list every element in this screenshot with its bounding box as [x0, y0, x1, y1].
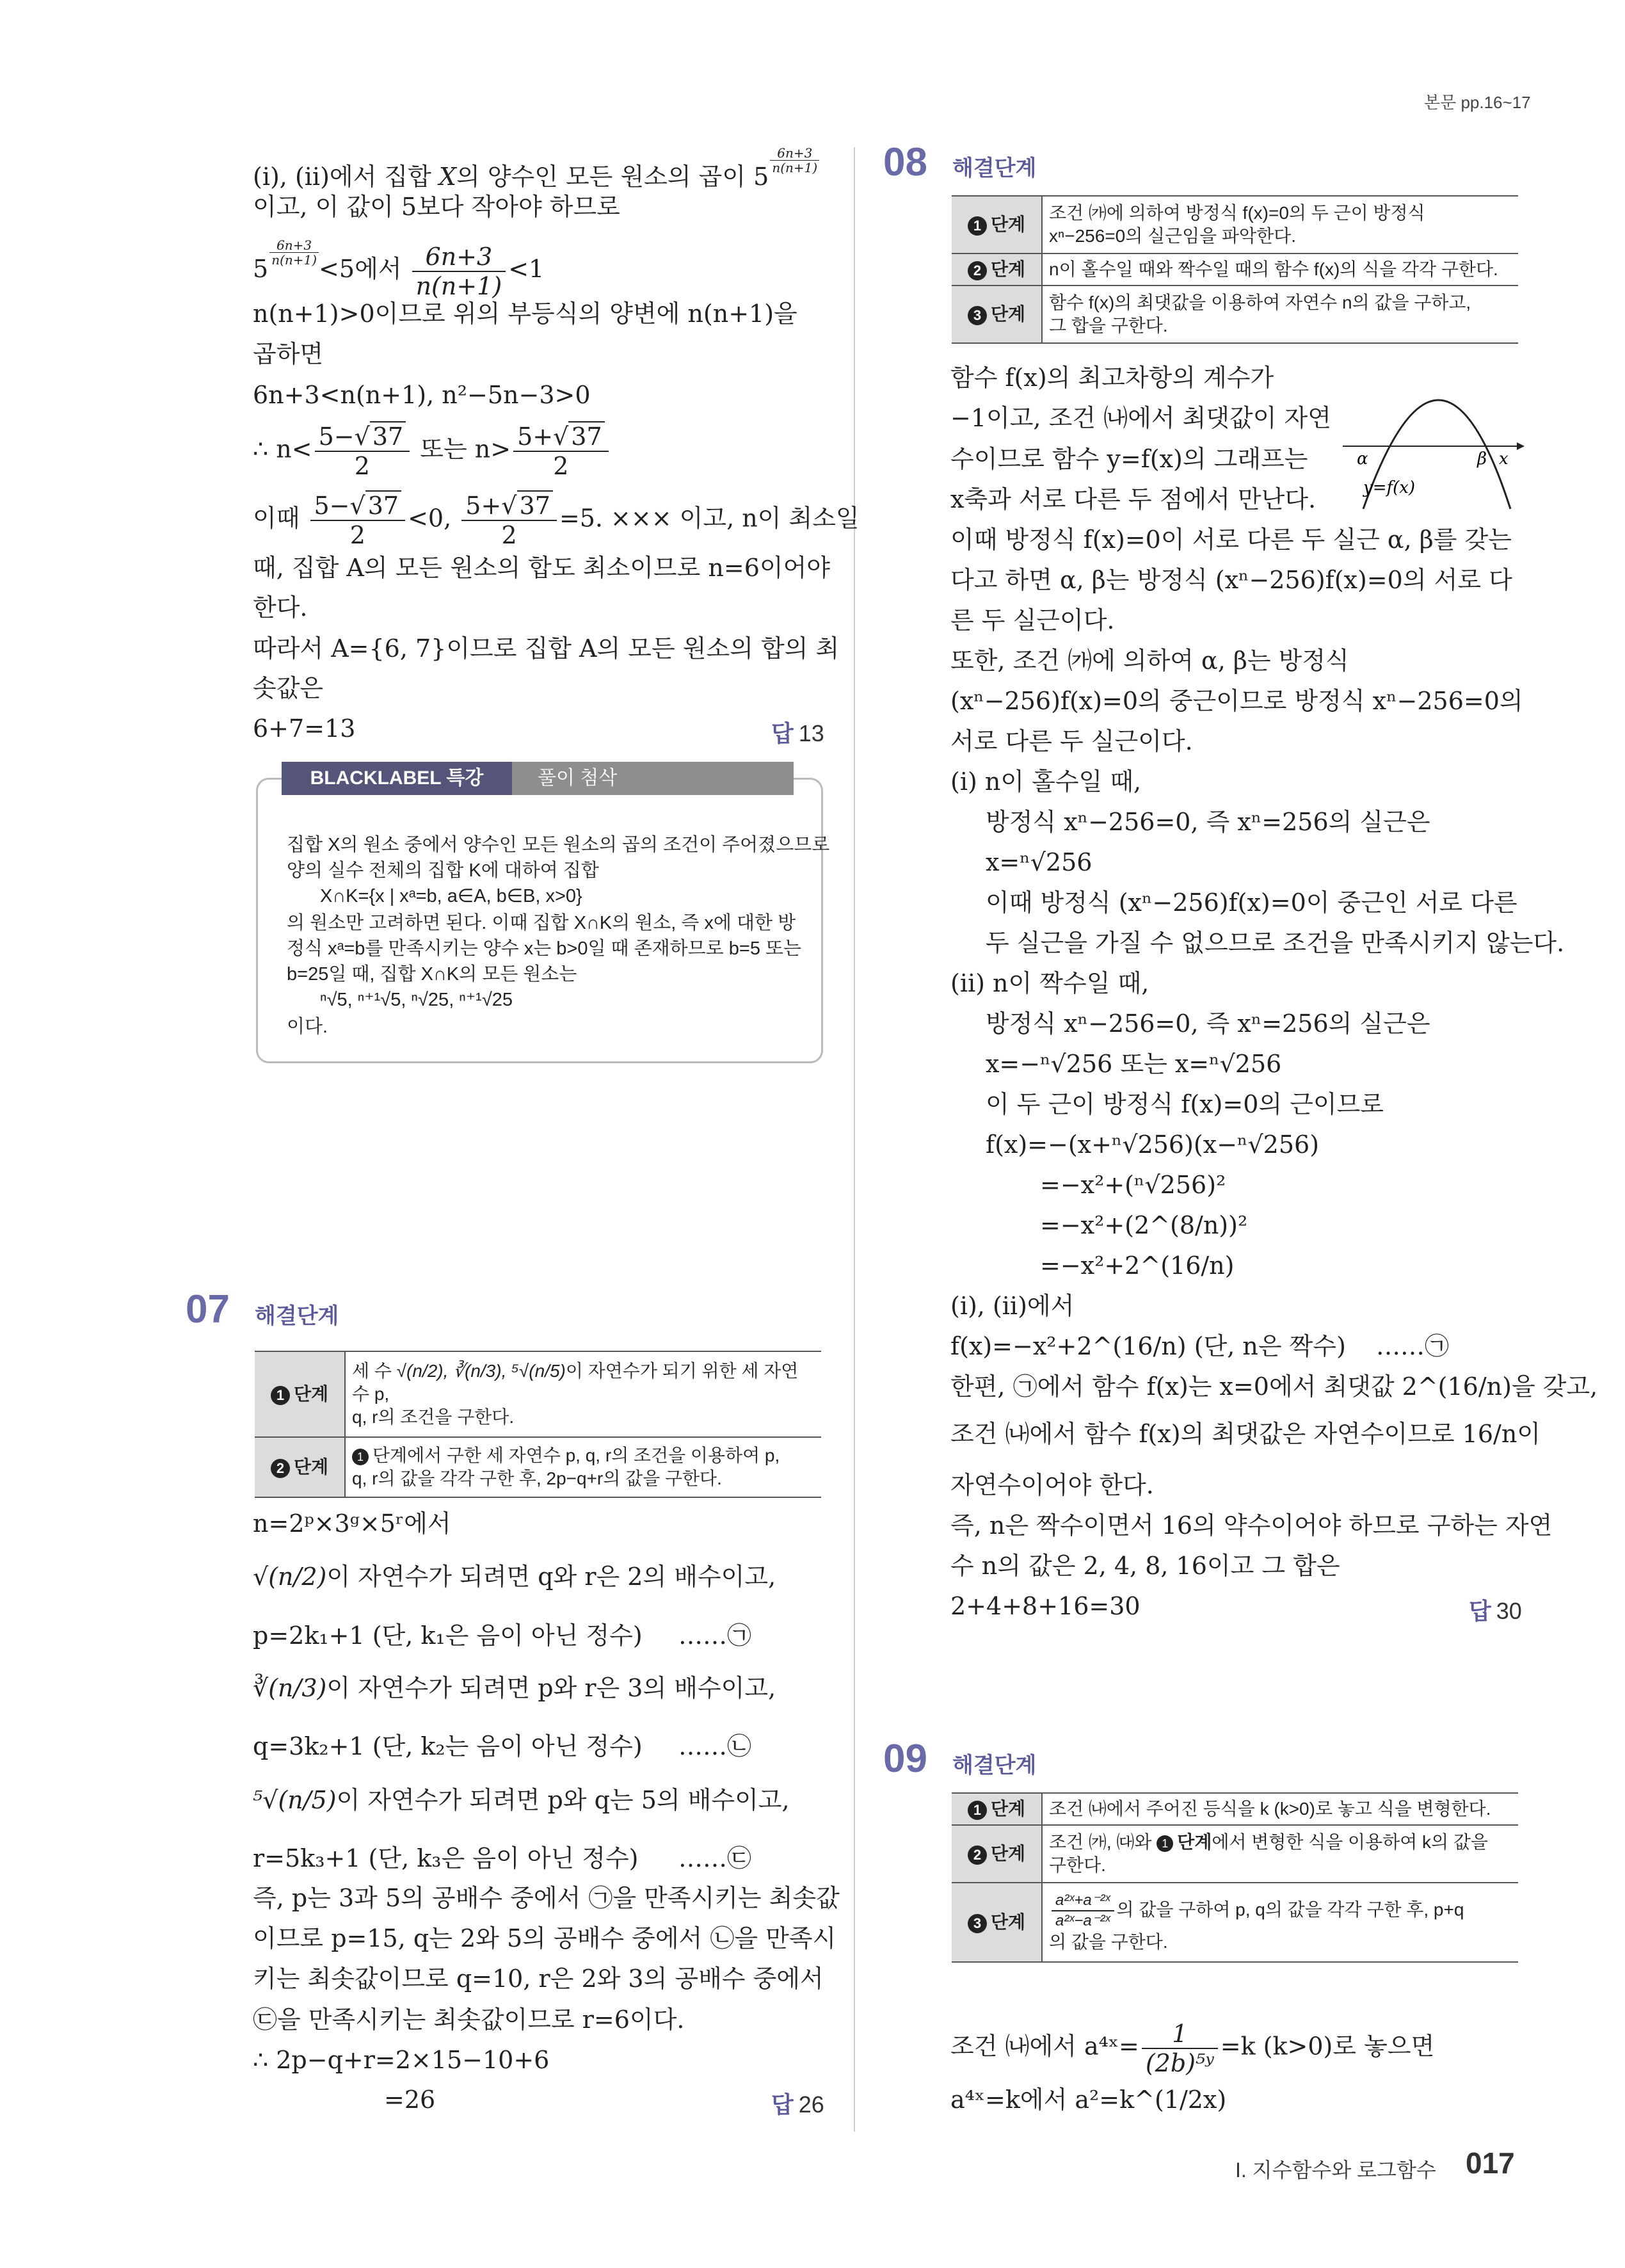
step-row-2: 2 단계 n이 홀수일 때와 짝수일 때의 함수 f(x)의 식을 각각 구한다. — [952, 253, 1518, 286]
text-line: =26 — [384, 2086, 436, 2114]
chapter-title: I. 지수함수와 로그함수 — [1235, 2159, 1436, 2182]
answer-13: 답 13 — [771, 720, 824, 746]
text-line: 이때 방정식 (xⁿ−256)f(x)=0이 중근인 서로 다른 — [986, 889, 1517, 917]
note-line: b=25일 때, 집합 X∩K의 모든 원소는 — [287, 964, 577, 985]
text-line: ㉢을 만족시키는 최솟값이므로 r=6이다. — [253, 2006, 685, 2034]
text-line: 한편, ㉠에서 함수 f(x)는 x=0에서 최댓값 2^(16/n)을 갖고, — [950, 1372, 1598, 1401]
steps-table-08 — [952, 195, 1518, 344]
text-line: ∛(n/3)이 자연수가 되려면 p와 r은 3의 배수이고, — [253, 1674, 776, 1702]
text-line: =−x²+2^(16/n) — [1040, 1251, 1235, 1280]
marker: ……㉠ — [1376, 1332, 1450, 1360]
text-line: 자연수이어야 한다. — [950, 1471, 1154, 1499]
text-line: 5 $\frac{6n+3}{n(n+1)}$ <5에서 $\frac{6n+3}{n(n+1)}$ <1 — [253, 237, 545, 300]
text-line: 른 두 실근이다. — [950, 606, 1115, 634]
column-divider — [854, 147, 855, 2132]
text-line: 방정식 xⁿ−256=0, 즉 xⁿ=256의 실근은 — [986, 808, 1430, 836]
text-line: (ⅱ) n이 짝수일 때, — [950, 969, 1149, 997]
text-line: (xⁿ−256)f(x)=0의 중근이므로 방정식 xⁿ−256=0의 — [950, 687, 1523, 715]
parabola-graph — [1338, 362, 1530, 515]
text-line: (ⅰ), (ⅱ)에서 — [950, 1292, 1075, 1320]
blacklabel-tab: BLACKLABEL 특강 — [282, 762, 512, 795]
text-line: 즉, n은 짝수이면서 16의 약수이어야 하므로 구하는 자연 — [950, 1511, 1553, 1540]
text-line: −1이고, 조건 ㈏에서 최댓값이 자연 — [950, 404, 1331, 432]
text-line: x=ⁿ√256 — [986, 848, 1093, 876]
beta-label: β — [1477, 449, 1487, 469]
text-line: (ⅰ) n이 홀수일 때, — [950, 768, 1142, 796]
text-line: n(n+1)>0이므로 위의 부등식의 양변에 n(n+1)을 — [253, 300, 797, 328]
text-line: p=2k₁+1 (단, k₁은 음이 아닌 정수) — [253, 1621, 643, 1650]
text-line: 두 실근을 가질 수 없으므로 조건을 만족시키지 않는다. — [986, 929, 1565, 957]
text-line: a⁴ˣ=k에서 a²=k^(1/2x) — [950, 2086, 1227, 2114]
text-line: 즉, p는 3과 5의 공배수 중에서 ㉠을 만족시키는 최솟값 — [253, 1884, 840, 1912]
solution-steps-heading: 해결단계 — [255, 1304, 339, 1328]
text-line: ∴ 2p−q+r=2×15−10+6 — [253, 2046, 550, 2074]
text-line: 솟값은 — [253, 674, 324, 702]
text-line: 이때 $\frac{5-√ 37}{2}$ <0, $\frac{5+√ 37}{2}$ =5. ××× 이고, n이 최소일 — [253, 492, 860, 549]
text-line: 6n+3<n(n+1), n²−5n−3>0 — [253, 381, 591, 409]
text-line: =−x²+(ⁿ√256)² — [1040, 1171, 1226, 1199]
note-line: 이다. — [287, 1017, 328, 1037]
text-line: 2+4+8+16=30 — [950, 1592, 1141, 1620]
text-line: 다고 하면 α, β는 방정식 (xⁿ−256)f(x)=0의 서로 다 — [950, 566, 1512, 594]
text-line: n=2ᵖ×3ᵍ×5ʳ에서 — [253, 1509, 451, 1538]
text-line: 수 n의 값은 2, 4, 8, 16이고 그 합은 — [950, 1552, 1340, 1580]
step-row-3: 3 단계 $\frac{\text{a²ˣ+a⁻²ˣ}}{\text{a²ˣ−a⁻²ˣ}}$ 의 값을 구하여 p, q의 값을 각각 구한 후, p+q 의 값을 구한다. — [952, 1883, 1518, 1962]
marker: ……㉡ — [678, 1732, 752, 1760]
text-line: x축과 서로 다른 두 점에서 만난다. — [950, 485, 1317, 513]
note-line: X∩K={x | xᵃ=b, a∈A, b∈B, x>0} — [320, 886, 582, 906]
text-line: 따라서 A={6, 7}이므로 집합 A의 모든 원소의 합의 최 — [253, 634, 840, 663]
step-row-3: 3 단계 함수 f(x)의 최댓값을 이용하여 자연수 n의 값을 구하고, 그 합을 구한다. — [952, 286, 1518, 343]
text-line: 이고, 이 값이 5보다 작아야 하므로 — [253, 193, 620, 221]
text-line: 6+7=13 — [253, 714, 356, 743]
step-row-1: 1 단계 조건 ㈏에서 주어진 등식을 k (k>0)로 놓고 식을 변형한다. — [952, 1793, 1518, 1825]
page-number: 017 — [1466, 2146, 1515, 2180]
text-line: 곱하면 — [253, 340, 324, 368]
text-line: 또한, 조건 ㈎에 의하여 α, β는 방정식 — [950, 647, 1349, 675]
curve-label: y=f(x) — [1363, 478, 1416, 497]
text-line: r=5k₃+1 (단, k₃은 음이 아닌 정수) — [253, 1844, 639, 1872]
text-line: √(n/2)이 자연수가 되려면 q와 r은 2의 배수이고, — [253, 1563, 776, 1591]
text-line: 한다. — [253, 593, 308, 622]
text-line: ⁵√(n/5)이 자연수가 되려면 p와 q는 5의 배수이고, — [253, 1786, 790, 1814]
step-row-1: 1 단계 세 수 √(n/2), ∛(n/3), ⁵√(n/5)이 자연수가 되기 위한 세 자연수 p, q, r의 조건을 구한다. — [255, 1351, 821, 1437]
problem-number-09: 09 — [883, 1737, 927, 1781]
problem-number-07: 07 — [186, 1287, 230, 1331]
solution-steps-heading: 해결단계 — [952, 156, 1037, 181]
step-row-2: 2 단계 조건 ㈎, ㈐와 1 단계에서 변형한 식을 이용하여 k의 값을 구한다. — [952, 1825, 1518, 1883]
note-line: ⁿ√5, ⁿ⁺¹√5, ⁿ√25, ⁿ⁺¹√25 — [320, 990, 513, 1010]
text-line: 서로 다른 두 실근이다. — [950, 727, 1193, 755]
note-line: 의 원소만 고려하면 된다. 이때 집합 X∩K의 원소, 즉 x에 대한 방 — [287, 913, 796, 933]
text-line: f(x)=−(x+ⁿ√256)(x−ⁿ√256) — [986, 1130, 1320, 1159]
x-axis-label: x — [1499, 449, 1509, 469]
blacklabel-subtitle: 풀이 첨삭 — [512, 762, 794, 795]
text-line: (ⅰ), (ⅱ)에서 집합 X의 양수인 모든 원소의 곱이 5 $\frac{6n+3}{n(n+1)}$ — [253, 146, 819, 193]
marker: ……㉠ — [678, 1621, 752, 1650]
answer-26: 답 26 — [771, 2091, 824, 2118]
note-line: 양의 실수 전체의 집합 K에 대하여 집합 — [287, 860, 599, 881]
text-line: 이 두 근이 방정식 f(x)=0의 근이므로 — [986, 1090, 1384, 1118]
solution-steps-heading: 해결단계 — [952, 1753, 1037, 1778]
step-row-1: 1 단계 조건 ㈎에 의하여 방정식 f(x)=0의 두 근이 방정식 xⁿ−256=0의 실근임을 파악한다. — [952, 196, 1518, 253]
note-line: 정식 xᵃ=b를 만족시키는 양수 x는 b>0일 때 존재하므로 b=5 또는 — [287, 938, 802, 959]
text-line: 조건 ㈏에서 함수 f(x)의 최댓값은 자연수이므로 16/n이 — [950, 1420, 1541, 1448]
text-line: 조건 ㈏에서 a⁴ˣ= $\frac{1}{\text{(2b)⁵ʸ}}$ =k (k>0)로 놓으면 — [950, 2020, 1435, 2077]
text-line: 이때 방정식 f(x)=0이 서로 다른 두 실근 α, β를 갖는 — [950, 526, 1512, 554]
text-line: ∴ n< $\frac{5-√ 37}{2}$ 또는 n> $\frac{5+√ 37}{2}$ — [253, 422, 611, 480]
text-line: 함수 f(x)의 최고차항의 계수가 — [950, 364, 1274, 392]
text-line: 때, 집합 A의 모든 원소의 합도 최소이므로 n=6이어야 — [253, 554, 831, 582]
steps-table-09 — [952, 1792, 1518, 1963]
alpha-label: α — [1357, 449, 1368, 469]
text-line: f(x)=−x²+2^(16/n) (단, n은 짝수) — [950, 1332, 1346, 1360]
text-line: =−x²+(2^(8/n))² — [1040, 1211, 1248, 1239]
note-line: 집합 X의 원소 중에서 양수인 모든 원소의 곱의 조건이 주어졌으므로 — [287, 835, 830, 855]
marker: ……㉢ — [678, 1844, 752, 1872]
text-line: q=3k₂+1 (단, k₂는 음이 아닌 정수) — [253, 1732, 643, 1760]
step-row-2: 2 단계 1 단계에서 구한 세 자연수 p, q, r의 조건을 이용하여 p, q, r의 값을 각각 구한 후, 2p−q+r의 값을 구한다. — [255, 1437, 821, 1497]
problem-number-08: 08 — [883, 140, 927, 184]
text-line: 이므로 p=15, q는 2와 5의 공배수 중에서 ㉡을 만족시 — [253, 1924, 837, 1952]
steps-table-07 — [255, 1351, 821, 1498]
page-reference: 본문 pp.16~17 — [1424, 93, 1531, 112]
text-line: 방정식 xⁿ−256=0, 즉 xⁿ=256의 실근은 — [986, 1009, 1430, 1038]
answer-30: 답 30 — [1469, 1598, 1522, 1624]
text-line: x=−ⁿ√256 또는 x=ⁿ√256 — [986, 1050, 1282, 1078]
text-line: 키는 최솟값이므로 q=10, r은 2와 3의 공배수 중에서 — [253, 1965, 824, 1993]
text-line: 수이므로 함수 y=f(x)의 그래프는 — [950, 445, 1308, 473]
